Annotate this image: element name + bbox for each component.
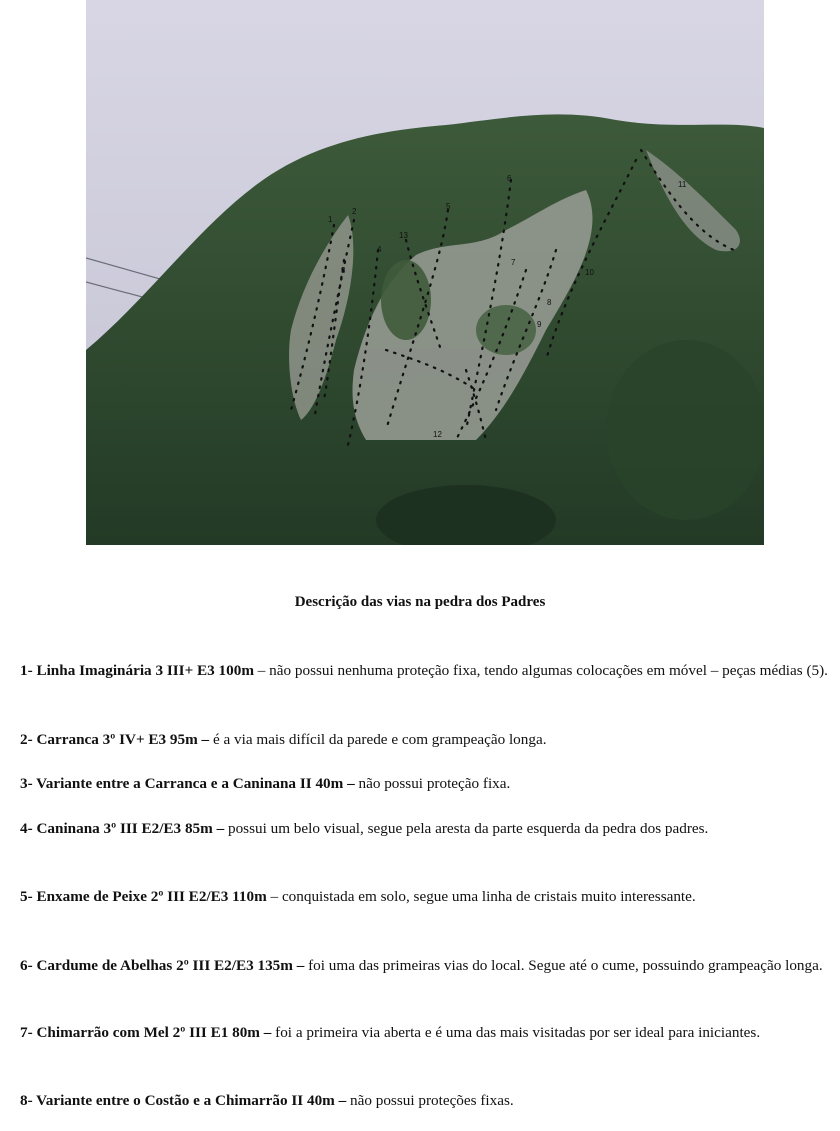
route-name: 7- Chimarrão com Mel 2º III E1 80m –	[20, 1024, 272, 1041]
route-item-3	[20, 773, 510, 795]
route-description: não possui proteções fixas.	[346, 1092, 514, 1109]
section-heading: Descrição das vias na pedra dos Padres	[294, 594, 546, 610]
route-item-1	[20, 660, 828, 682]
route-label-12: 12	[433, 430, 442, 439]
route-item-5	[20, 886, 696, 908]
route-description: foi uma das primeiras vias do local. Segue até o cume, possuindo grampeação longa.	[304, 957, 823, 974]
route-name: 1- Linha Imaginária 3 III+ E3 100m	[20, 662, 254, 679]
vegetation	[381, 260, 431, 340]
route-item-8	[20, 1090, 514, 1112]
route-name: 3- Variante entre a Carranca e a Caninana II 40m –	[20, 775, 355, 792]
route-label-3: 3	[341, 266, 346, 275]
route-label-5: 5	[446, 202, 451, 211]
route-item-7	[20, 1022, 760, 1044]
route-label-11: 11	[678, 180, 687, 189]
route-description: – não possui nenhuma proteção fixa, tendo algumas colocações em móvel – peças médias (5).	[253, 662, 828, 679]
cliff-photo	[86, 0, 764, 545]
route-label-1: 1	[328, 215, 333, 224]
route-label-4: 4	[377, 245, 382, 254]
route-description: – conquistada em solo, segue uma linha de cristais muito interessante.	[266, 888, 696, 905]
route-description: foi a primeira via aberta e é uma das mais visitadas por ser ideal para iniciantes.	[271, 1024, 761, 1041]
route-label-2: 2	[352, 207, 357, 216]
vegetation	[606, 340, 764, 520]
route-label-8: 8	[547, 298, 552, 307]
route-item-2	[20, 729, 547, 751]
route-label-6: 6	[507, 174, 512, 183]
route-description: possui um belo visual, segue pela aresta da parte esquerda da pedra dos padres.	[224, 820, 709, 837]
route-item-4	[20, 818, 708, 840]
route-name: 5- Enxame de Peixe 2º III E2/E3 110m	[20, 888, 267, 905]
route-description: é a via mais difícil da parede e com grampeação longa.	[209, 731, 547, 748]
route-description: não possui proteção fixa.	[354, 775, 511, 792]
route-label-10: 10	[585, 268, 594, 277]
route-item-6	[20, 955, 823, 977]
route-label-9: 9	[537, 320, 542, 329]
route-name: 6- Cardume de Abelhas 2º III E2/E3 135m –	[20, 957, 305, 974]
route-label-13: 13	[399, 231, 408, 240]
route-name: 4- Caninana 3º III E2/E3 85m –	[20, 820, 225, 837]
route-label-7: 7	[511, 258, 516, 267]
route-name: 2- Carranca 3º IV+ E3 95m –	[20, 731, 210, 748]
route-name: 8- Variante entre o Costão e a Chimarrão II 40m –	[20, 1092, 347, 1109]
cliff-photo-drawing	[86, 0, 764, 545]
